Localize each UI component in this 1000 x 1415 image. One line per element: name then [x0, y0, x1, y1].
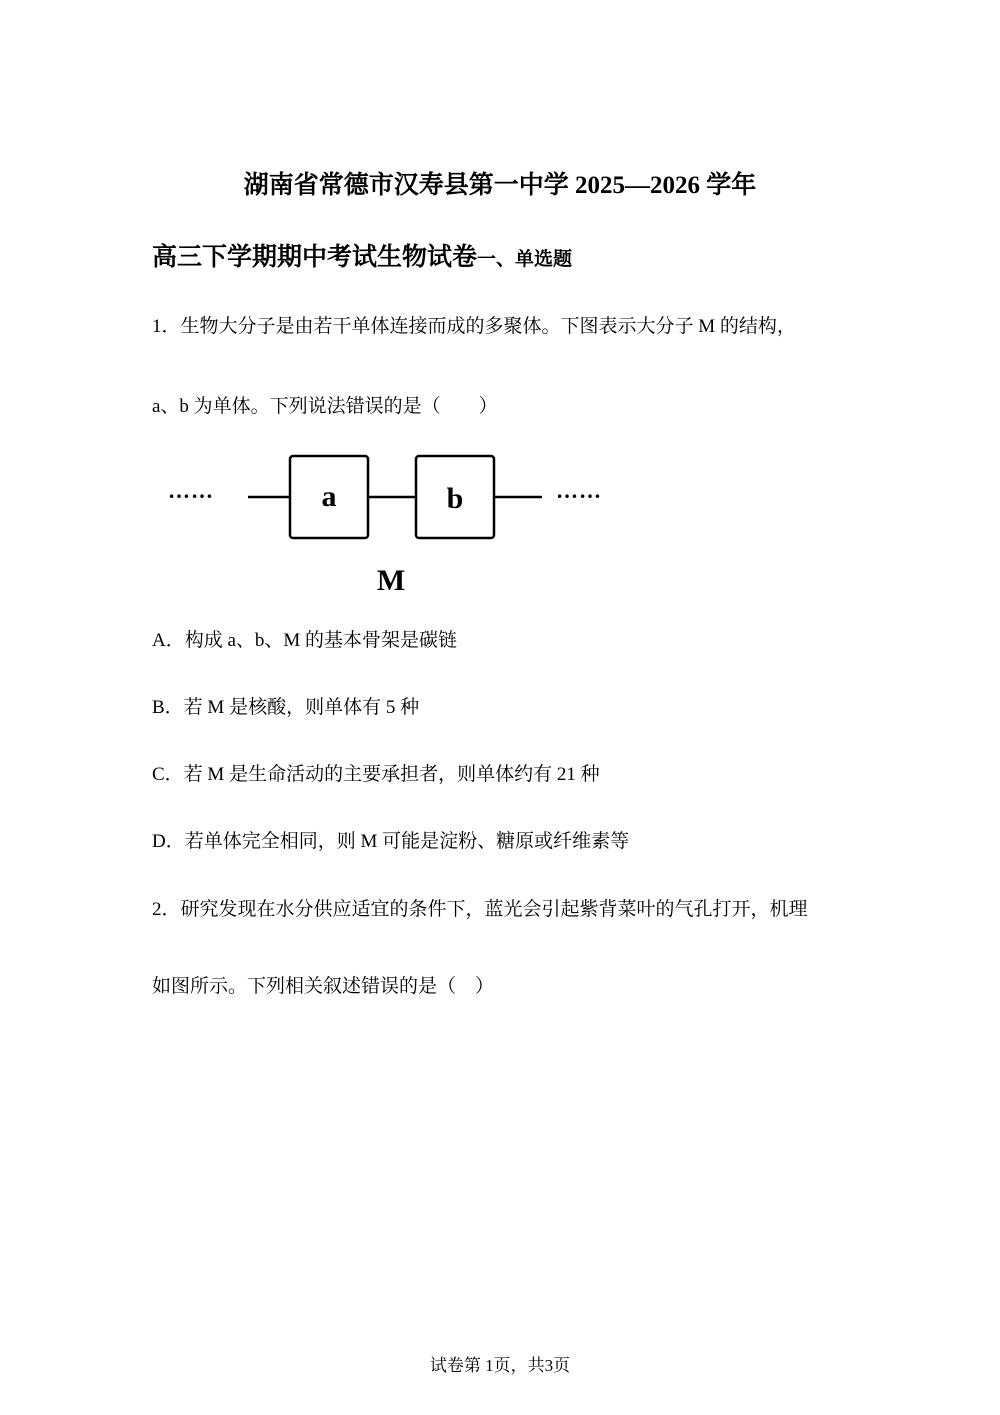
document-title: 湖南省常德市汉寿县第一中学 2025—2026 学年 — [243, 172, 757, 199]
question-1-stem-line-2: a、b 为单体。下列说法错误的是（ ） — [152, 396, 498, 417]
question-2-stem-line-2: 如图所示。下列相关叙述错误的是（ ） — [152, 976, 495, 997]
monomer-b-label: b — [446, 482, 464, 515]
question-1-stem-line-1: 1．生物大分子是由若干单体连接而成的多聚体。下图表示大分子 M 的结构， — [152, 316, 796, 337]
monomer-a-label: a — [321, 480, 337, 513]
section-label: 一、单选题 — [477, 249, 573, 270]
question-1-option-b[interactable]: B．若 M 是核酸，则单体有 5 种 — [152, 697, 420, 718]
subtitle-text: 高三下学期期中考试生物试卷 — [152, 244, 478, 271]
question-2-stem-line-1: 2．研究发现在水分供应适宜的条件下，蓝光会引起紫背菜叶的气孔打开，机理 — [152, 899, 808, 920]
question-1-option-c[interactable]: C．若 M 是生命活动的主要承担者，则单体约有 21 种 — [152, 764, 600, 785]
diagram-caption: M — [376, 564, 406, 597]
right-ellipsis: …… — [556, 478, 602, 503]
document-subtitle — [152, 240, 572, 278]
question-1-option-d[interactable]: D．若单体完全相同，则 M 可能是淀粉、糖原或纤维素等 — [152, 831, 630, 852]
page-footer: 试卷第 1页，共3页 — [429, 1356, 571, 1375]
question-1-option-a[interactable]: A．构成 a、b、M 的基本骨架是碳链 — [152, 630, 458, 651]
left-ellipsis: …… — [168, 478, 214, 503]
macromolecule-diagram — [160, 448, 640, 600]
